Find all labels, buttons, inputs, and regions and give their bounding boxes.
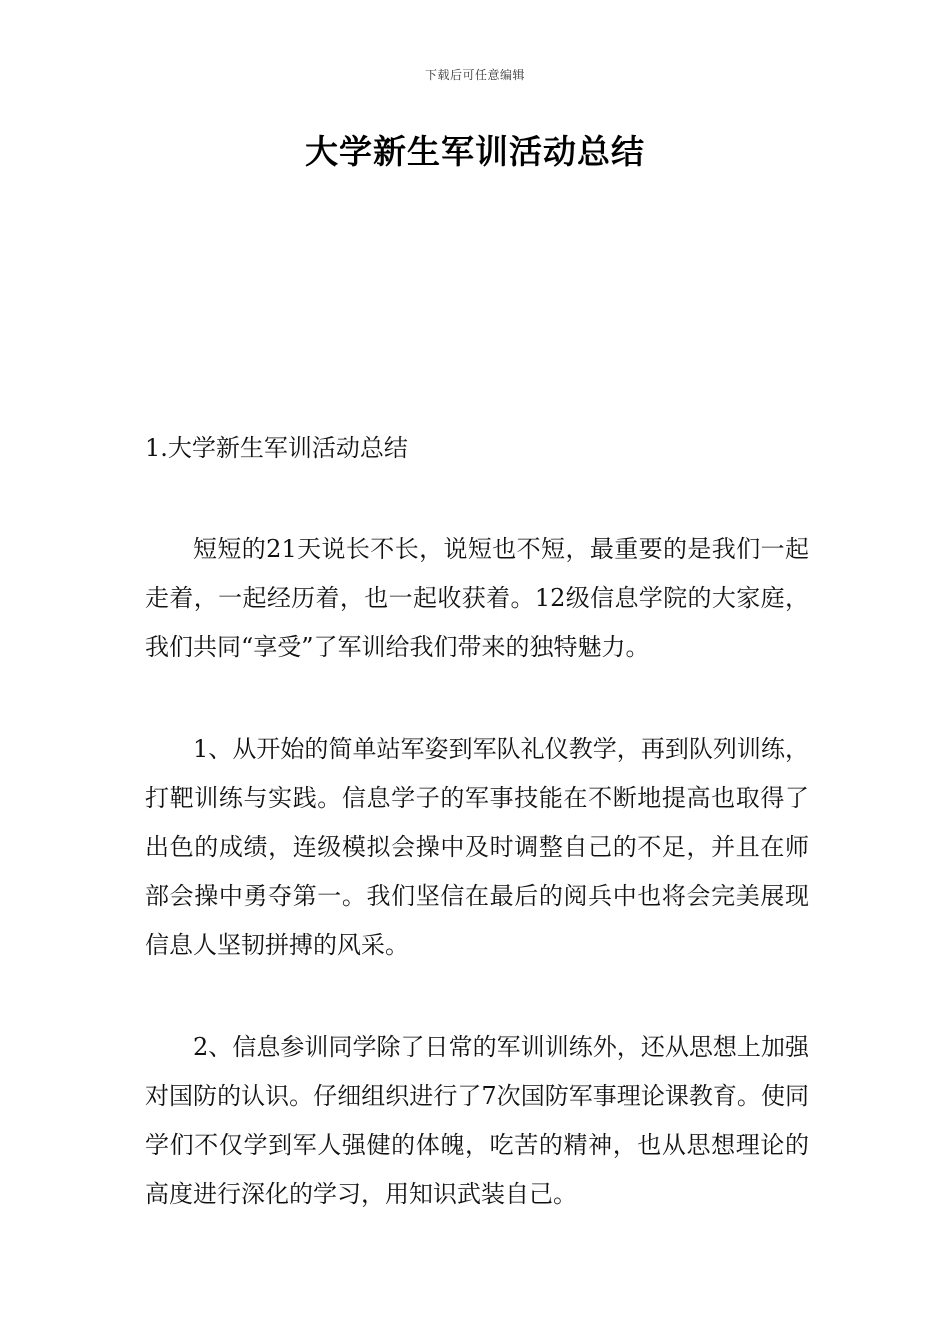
section-heading: 1.大学新生军训活动总结 bbox=[145, 434, 408, 462]
body-paragraph-3: 2、信息参训同学除了日常的军训训练外，还从思想上加强对国防的认识。仔细组织进行了7次国防军事理论课教育。使同学们不仅学到军人强健的体魄，吃苦的精神，也从思想理论的高度进行深化的学习，用知识武装自己。 bbox=[145, 1033, 809, 1208]
document-title: 大学新生军训活动总结 bbox=[305, 132, 645, 171]
body-paragraph-2: 1、从开始的简单站军姿到军队礼仪教学，再到队列训练，打靶训练与实践。信息学子的军事技能在不断地提高也取得了出色的成绩，连级模拟会操中及时调整自己的不足，并且在师部会操中勇夺第一。我们坚信在最后的阅兵中也将会完美展现信息人坚韧拼搏的风采。 bbox=[145, 735, 809, 959]
header-note: 下载后可任意编辑 bbox=[424, 68, 525, 82]
body-paragraph-1: 短短的21天说长不长，说短也不短，最重要的是我们一起走着，一起经历着，也一起收获着。12级信息学院的大家庭，我们共同“享受”了军训给我们带来的独特魅力。 bbox=[145, 535, 809, 661]
